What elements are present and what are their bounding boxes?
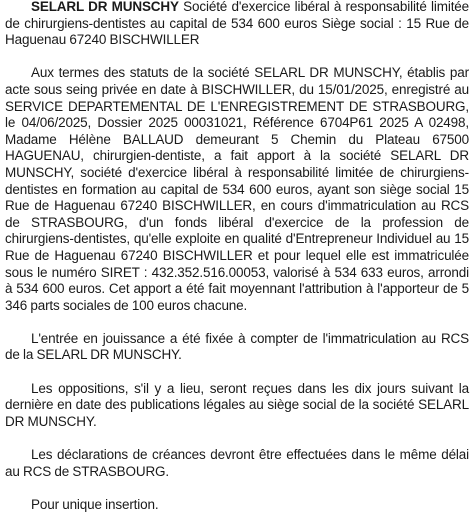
entry-into-possession-paragraph: L'entrée en jouissance a été fixée à compter de l'immatriculation au RCS de la SELARL DR MUNSCHY. <box>5 330 469 363</box>
single-insertion-paragraph: Pour unique insertion. <box>31 496 159 512</box>
notice-intro-paragraph <box>5 0 469 49</box>
company-description: Société d'exercice libéral à responsabilité limitée de chirurgiens-dentistes au capital de 534 600 euros Siège social : 15 Rue de Haguenau 67240 BISCHWILLER <box>5 0 470 48</box>
company-name: SELARL DR MUNSCHY <box>31 0 179 14</box>
claims-declaration-paragraph: Les déclarations de créances devront être effectuées dans le même délai au RCS de STRASBOURG. <box>5 447 469 479</box>
oppositions-paragraph: Les oppositions, s'il y a lieu, seront reçues dans les dix jours suivant la dernière en date des publications légales au siège social de la société SELARL DR MUNSCHY. <box>5 380 469 429</box>
contribution-paragraph: Aux termes des statuts de la société SELARL DR MUNSCHY, établis par acte sous seing privée en date à BISCHWILLER, du 15/01/2025, enregistré au SERVICE DEPARTEMENTAL DE L'ENREGISTREMENT DE STRASBOURG, le 04/06/2025, Dossier 2025 00031021, Référence 6704P61 2025 A 02498, Madame Hélène BALLAUD demeurant 5 Chemin du Plateau 67500 HAGUENAU, chirurgien-dentiste, a fait apport à la société SELARL DR MUNSCHY, société d'exercice libéral à responsabilité limitée de chirurgiens-dentistes en formation au capital de 534 600 euros, ayant son siège social 15 Rue de Haguenau 67240 BISCHWILLER, en cours d'immatriculation au RCS de STRASBOURG, d'un fonds libéral d'exercice de la profession de chirurgiens-dentistes, qu'elle exploite en qualité d'Entrepreneur Individuel au 15 Rue de Haguenau 67240 BISCHWILLER et pour lequel elle est immatriculée sous le numéro SIRET : 432.352.516.00053, valorisé à 534 633 euros, arrondi à 534 600 euros. Cet apport a été fait moyennant l'attribution à l'apporteur de 5 346 parts sociales de 100 euros chacune. <box>5 65 469 313</box>
